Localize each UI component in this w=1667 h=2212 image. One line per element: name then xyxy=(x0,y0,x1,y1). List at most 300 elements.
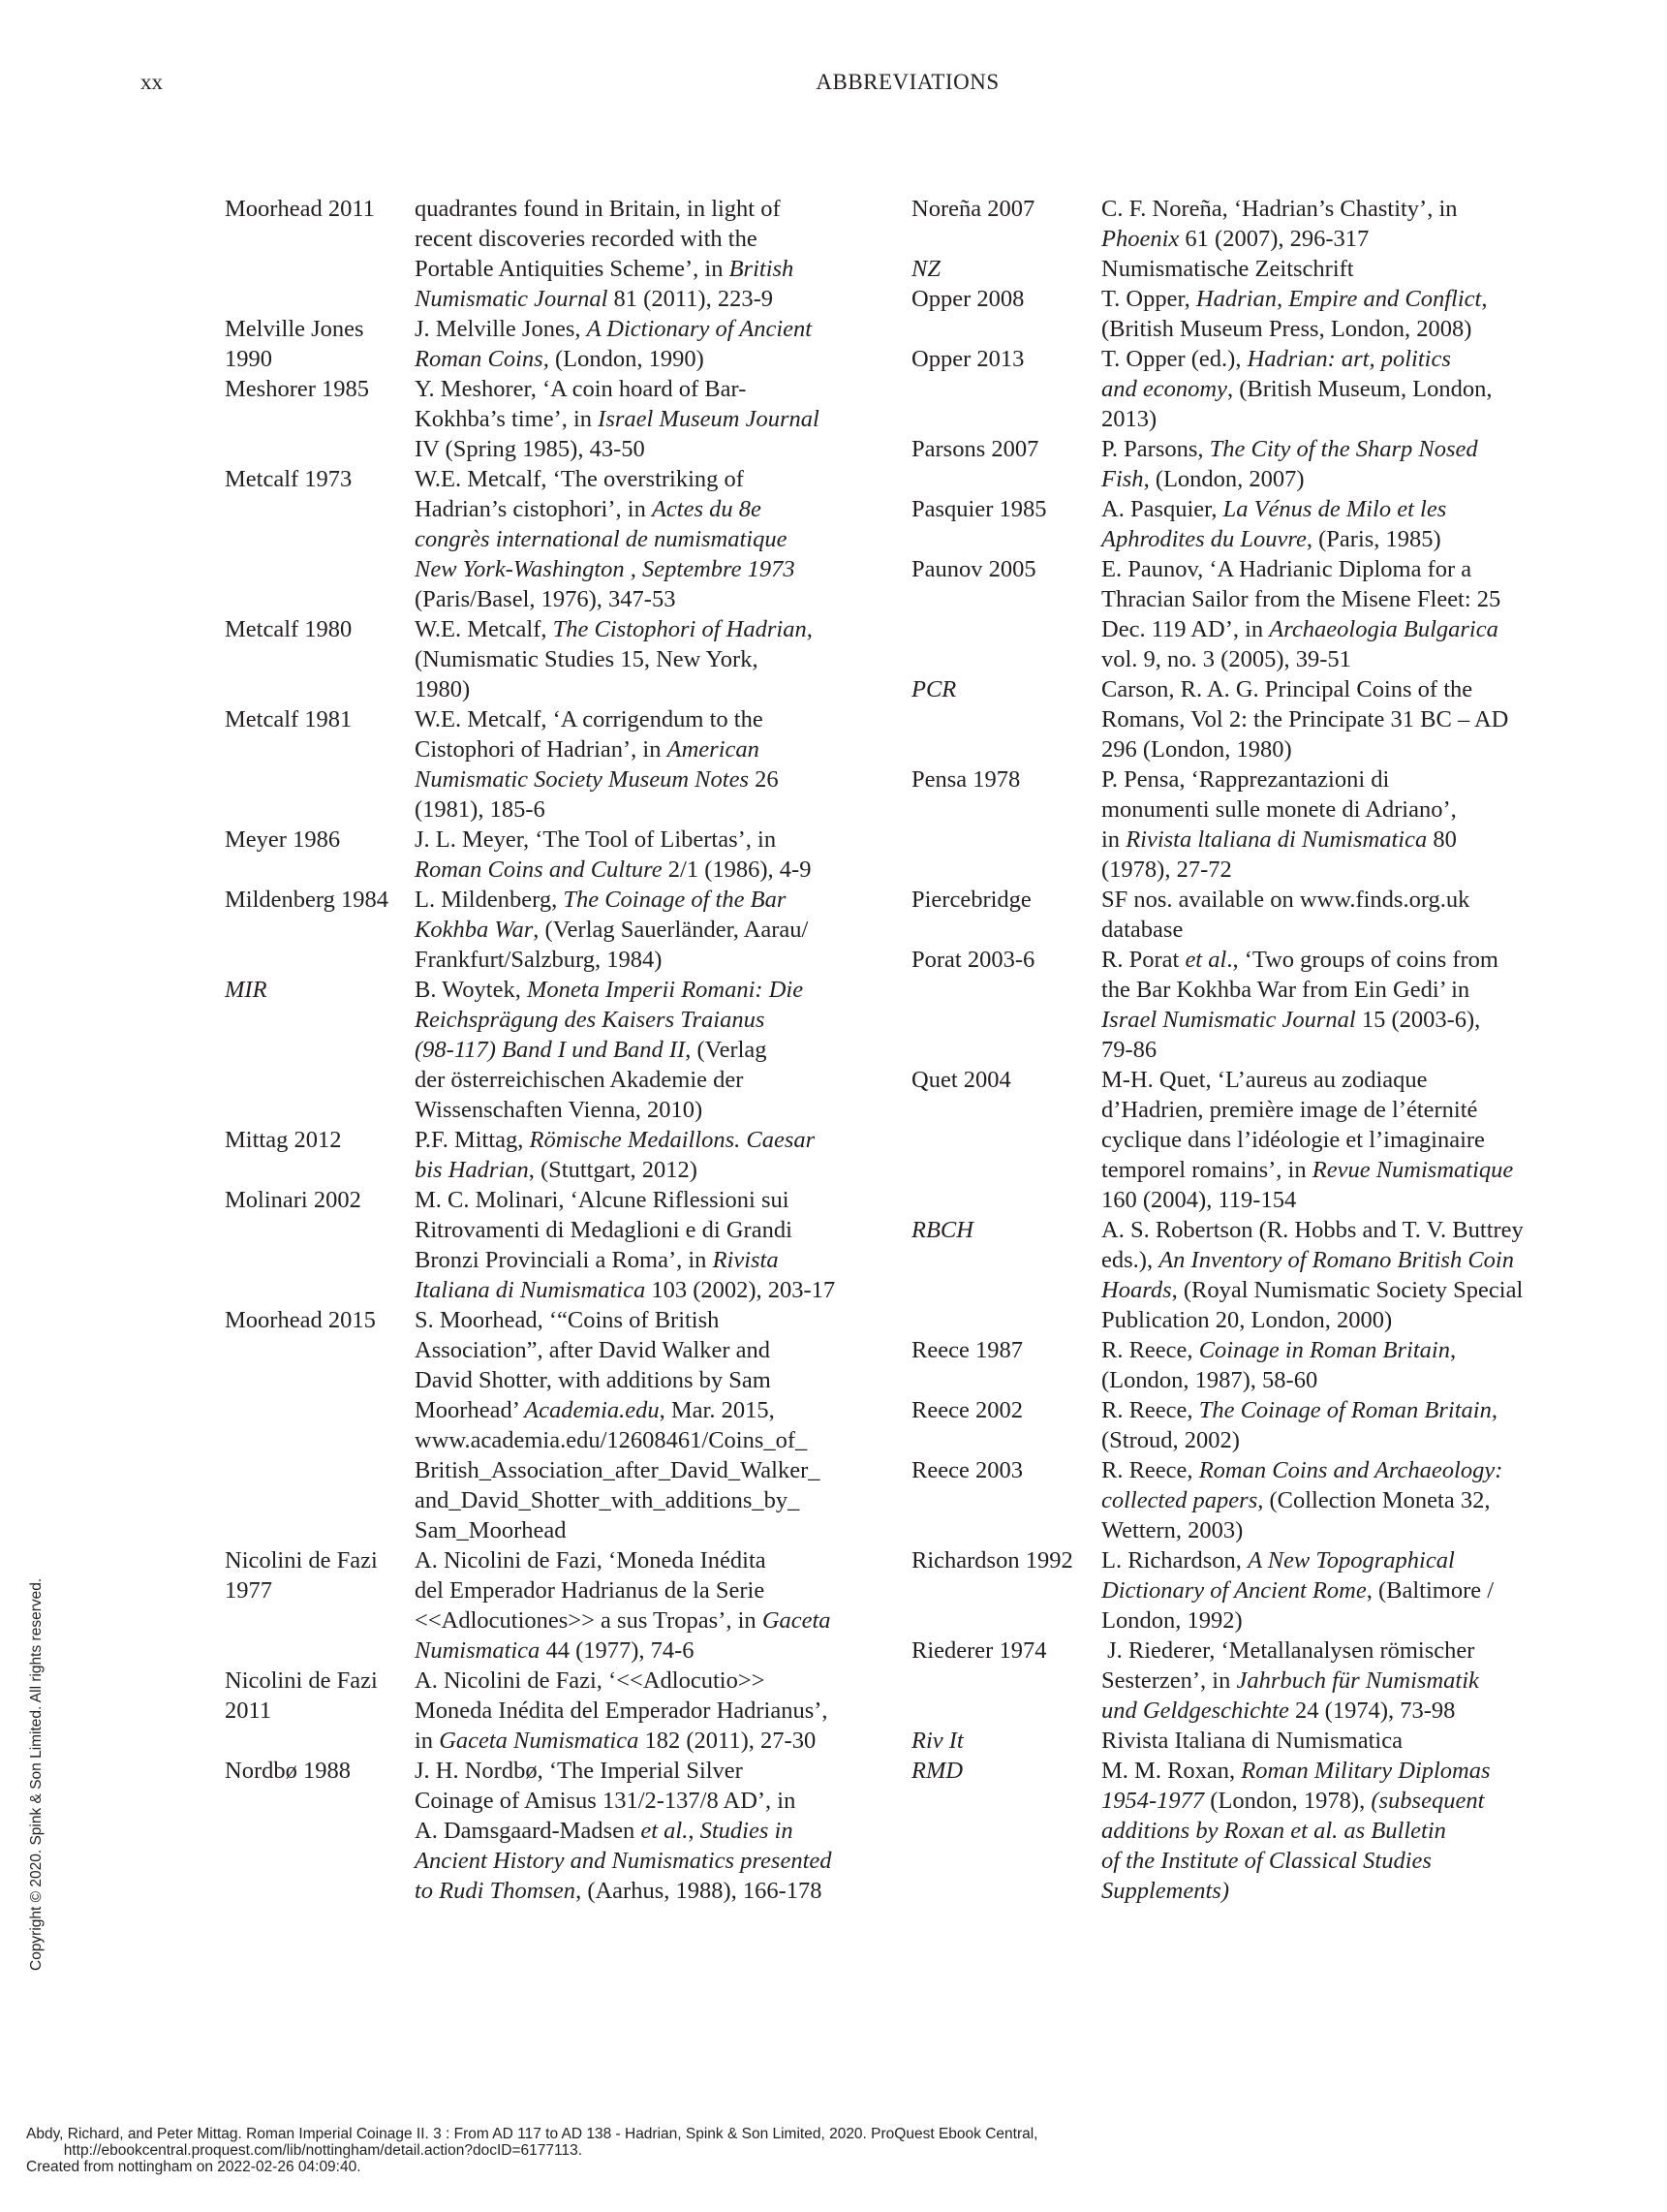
reference-line xyxy=(1101,1095,1551,1125)
italic-text: Fish xyxy=(1101,466,1144,492)
italic-text: bis Hadrian xyxy=(415,1157,529,1183)
reference-line xyxy=(415,344,883,374)
text-run: the Bar Kokhba War from Ein Gedi’ in xyxy=(1101,977,1470,1003)
reference-line xyxy=(415,434,883,464)
abbreviation-entry xyxy=(911,1335,1551,1395)
reference-text xyxy=(1101,1455,1551,1545)
text-run: M-H. Quet, ‘L’aureus au zodiaque xyxy=(1101,1067,1428,1093)
reference-line xyxy=(415,915,883,945)
abbreviation-label-line: Pensa 1978 xyxy=(911,766,1021,793)
abbreviation-label-line: Moorhead 2015 xyxy=(225,1307,376,1333)
abbreviation-entry xyxy=(225,194,883,314)
text-run: 80 xyxy=(1427,826,1457,853)
italic-text: La Vénus de Milo et les xyxy=(1222,496,1447,522)
text-run: W.E. Metcalf, ‘A corrigendum to the xyxy=(415,706,763,732)
reference-text xyxy=(1101,1215,1551,1335)
reference-line xyxy=(415,1125,883,1155)
footer-line: http://ebookcentral.proquest.com/lib/nottingham/detail.action?docID=6177113. xyxy=(26,2142,582,2159)
text-run: 79-86 xyxy=(1101,1037,1158,1063)
abbreviation-entry xyxy=(225,614,883,704)
abbreviation-label xyxy=(225,1756,415,1906)
reference-line xyxy=(415,584,883,614)
text-run: B. Woytek, xyxy=(415,977,527,1003)
text-run: 44 (1977), 74-6 xyxy=(540,1637,695,1664)
abbreviation-entry xyxy=(225,1185,883,1305)
reference-line xyxy=(415,1275,883,1305)
text-run: , (Stuttgart, 2012) xyxy=(528,1157,697,1183)
italic-text: et al. xyxy=(640,1818,689,1844)
text-run: (London, 1990) xyxy=(548,346,704,372)
reference-line xyxy=(415,1876,883,1906)
text-run: R. Reece, xyxy=(1101,1337,1199,1363)
reference-line xyxy=(1101,344,1551,374)
abbreviation-label xyxy=(225,194,415,314)
reference-text xyxy=(1101,1636,1551,1726)
reference-line xyxy=(415,945,883,975)
abbreviation-entry xyxy=(911,344,1551,434)
reference-line xyxy=(415,1575,883,1605)
reference-line xyxy=(415,825,883,855)
italic-text: Ancient History and Numismatics presented xyxy=(415,1848,832,1874)
italic-text: Coinage in Roman Britain xyxy=(1198,1337,1450,1363)
italic-text: Kokhba War xyxy=(415,917,534,943)
italic-text: Numismatic Society Museum Notes xyxy=(415,766,749,793)
reference-text xyxy=(415,1125,883,1185)
italic-text: The City of the Sharp Nosed xyxy=(1209,436,1478,462)
text-run: E. Paunov, ‘A Hadrianic Diploma for a xyxy=(1101,556,1472,582)
abbreviation-label xyxy=(225,464,415,614)
text-run: A. Damsgaard-Madsen xyxy=(415,1818,641,1844)
text-run: 15 (2003-6), xyxy=(1355,1007,1481,1033)
abbreviation-label-line: Reece 1987 xyxy=(911,1337,1023,1363)
reference-line xyxy=(1101,1245,1551,1275)
italic-text: Archaeologia Bulgarica xyxy=(1269,616,1498,642)
abbreviation-label-line: Pasquier 1985 xyxy=(911,496,1047,522)
italic-text: The Coinage of the Bar xyxy=(563,887,787,913)
reference-line xyxy=(415,284,883,314)
text-run: Cistophori of Hadrian’, in xyxy=(415,736,667,763)
text-run: C. F. Noreña, ‘Hadrian’s Chastity’, in xyxy=(1101,196,1458,222)
abbreviation-entry xyxy=(225,975,883,1125)
text-run: A. Nicolini de Fazi, ‘Moneda Inédita xyxy=(415,1547,766,1573)
reference-line xyxy=(415,224,883,254)
text-run: R. Reece, xyxy=(1101,1457,1199,1483)
reference-line xyxy=(1101,284,1551,314)
text-run: Portable Antiquities Scheme’, in xyxy=(415,256,729,282)
text-run: (London, 1978), xyxy=(1204,1788,1372,1814)
reference-line xyxy=(415,1696,883,1726)
text-run: vol. 9, no. 3 (2005), 39-51 xyxy=(1101,646,1351,672)
abbreviations-column-right xyxy=(911,194,1551,1906)
text-run: database xyxy=(1101,917,1184,943)
reference-line xyxy=(1101,1816,1551,1846)
reference-line xyxy=(1101,1275,1551,1305)
abbreviation-label xyxy=(911,764,1101,885)
italic-text: Italiana di Numismatica xyxy=(415,1277,646,1303)
reference-line xyxy=(415,644,883,674)
abbreviation-label xyxy=(225,825,415,885)
reference-line xyxy=(1101,1515,1551,1545)
reference-line xyxy=(415,554,883,584)
abbreviation-label xyxy=(225,1666,415,1756)
reference-text xyxy=(1101,1726,1551,1756)
italic-text: Numismatica xyxy=(415,1637,540,1664)
text-run: (1978), 27-72 xyxy=(1101,857,1232,883)
text-run: Wissenschaften Vienna, 2010) xyxy=(415,1097,703,1123)
reference-line xyxy=(1101,614,1551,644)
abbreviation-label-line: Reece 2002 xyxy=(911,1397,1023,1423)
italic-text: Rivista xyxy=(712,1247,779,1273)
abbreviation-label-line: Reece 2003 xyxy=(911,1457,1023,1483)
abbreviation-label xyxy=(911,344,1101,434)
reference-line xyxy=(1101,524,1551,554)
reference-line xyxy=(415,1095,883,1125)
page-number: xx xyxy=(140,70,163,94)
abbreviation-label-line: Mittag 2012 xyxy=(225,1127,342,1153)
text-run: David Shotter, with additions by Sam xyxy=(415,1367,771,1393)
abbreviation-label-line: Moorhead 2011 xyxy=(225,196,375,222)
reference-line xyxy=(415,1335,883,1365)
text-run: Moorhead’ xyxy=(415,1397,525,1423)
reference-line xyxy=(1101,1395,1551,1425)
text-run: monumenti sulle monete di Adriano’, xyxy=(1101,796,1457,823)
text-run: , (British Museum, London, xyxy=(1226,376,1493,402)
reference-line xyxy=(1101,554,1551,584)
reference-line xyxy=(1101,855,1551,885)
text-run: A. Nicolini de Fazi, ‘<<Adlocutio>> xyxy=(415,1667,765,1694)
reference-line xyxy=(1101,464,1551,494)
reference-line xyxy=(1101,224,1551,254)
text-run: (Stroud, 2002) xyxy=(1101,1427,1240,1453)
text-run: quadrantes found in Britain, in light of xyxy=(415,196,781,222)
abbreviation-entry xyxy=(911,764,1551,885)
reference-line xyxy=(415,374,883,404)
reference-line xyxy=(1101,794,1551,825)
abbreviation-entry xyxy=(911,674,1551,764)
abbreviation-label xyxy=(225,885,415,975)
abbreviation-label-line: Meyer 1986 xyxy=(225,826,341,853)
reference-text xyxy=(1101,284,1551,344)
text-run: , (Aarhus, 1988), 166-178 xyxy=(575,1878,822,1904)
reference-line xyxy=(1101,254,1551,284)
reference-text xyxy=(1101,434,1551,494)
reference-line xyxy=(415,1065,883,1095)
reference-line xyxy=(415,975,883,1005)
abbreviation-entry xyxy=(911,494,1551,554)
abbreviation-label-line: MIR xyxy=(225,977,267,1003)
reference-line xyxy=(415,855,883,885)
text-run: recent discoveries recorded with the xyxy=(415,226,757,252)
reference-line xyxy=(415,1666,883,1696)
italic-text: collected papers xyxy=(1101,1487,1258,1513)
reference-line xyxy=(1101,1035,1551,1065)
reference-line xyxy=(415,1515,883,1545)
italic-text: und Geldgeschichte xyxy=(1101,1698,1289,1724)
italic-text: A New Topographical xyxy=(1248,1547,1455,1573)
text-run: , (Verlag Sauerländer, Aarau/ xyxy=(533,917,809,943)
italic-text: Roman Military Diplomas xyxy=(1241,1758,1491,1784)
abbreviation-label-line: Melville Jones xyxy=(225,316,364,342)
italic-text: Hadrian: art, politics xyxy=(1247,346,1451,372)
abbreviation-entry xyxy=(225,1305,883,1545)
abbreviation-label-line: Meshorer 1985 xyxy=(225,376,370,402)
abbreviation-label-line: Piercebridge xyxy=(911,887,1032,913)
reference-text xyxy=(1101,945,1551,1065)
text-run: , xyxy=(688,1818,700,1844)
reference-line xyxy=(415,1545,883,1575)
footer-line: Created from nottingham on 2022-02-26 04:09:40. xyxy=(26,2159,361,2175)
text-run: Coinage of Amisus 131/2-137/8 AD’, in xyxy=(415,1788,796,1814)
reference-line xyxy=(1101,1545,1551,1575)
text-run: P. Pensa, ‘Rapprezantazioni di xyxy=(1101,766,1390,793)
text-run: M. M. Roxan, xyxy=(1101,1758,1242,1784)
abbreviation-label-line: 2011 xyxy=(225,1698,272,1724)
reference-line xyxy=(1101,1365,1551,1395)
abbreviation-label xyxy=(911,1726,1101,1756)
reference-line xyxy=(1101,1065,1551,1095)
text-run: Kokhba’s time’, in xyxy=(415,406,599,432)
reference-line xyxy=(415,1726,883,1756)
reference-line xyxy=(415,314,883,344)
text-run: L. Mildenberg, xyxy=(415,887,564,913)
text-run: S. Moorhead, ‘“Coins of British xyxy=(415,1307,720,1333)
text-run: Sam_Moorhead xyxy=(415,1517,567,1543)
text-run: Numismatische Zeitschrift xyxy=(1101,256,1354,282)
abbreviation-label xyxy=(225,614,415,704)
text-run: British_Association_after_David_Walker_ xyxy=(415,1457,820,1483)
italic-text: Roman Coins, xyxy=(415,346,549,372)
abbreviation-label-line: Parsons 2007 xyxy=(911,436,1039,462)
reference-text xyxy=(415,194,883,314)
reference-line xyxy=(1101,1666,1551,1696)
reference-line xyxy=(415,1425,883,1455)
text-run: <<Adlocutiones>> a sus Tropas’, in xyxy=(415,1607,762,1634)
italic-text: New York-Washington , Septembre 1973 xyxy=(415,556,795,582)
reference-text xyxy=(1101,344,1551,434)
abbreviation-label xyxy=(911,885,1101,945)
abbreviation-entry xyxy=(911,434,1551,494)
copyright-notice: Copyright © 2020. Spink & Son Limited. All rights reserved. xyxy=(28,1577,45,1971)
italic-text: Academia.edu xyxy=(524,1397,660,1423)
text-run: , xyxy=(1481,286,1488,312)
reference-line xyxy=(1101,885,1551,915)
reference-line xyxy=(415,404,883,434)
italic-text: Aphrodites du Louvre xyxy=(1101,526,1307,552)
text-run: cyclique dans l’idéologie et l’imaginaire xyxy=(1101,1127,1485,1153)
abbreviations-column-left xyxy=(225,194,883,1906)
reference-line xyxy=(1101,494,1551,524)
reference-line xyxy=(415,1185,883,1215)
text-run: J. L. Meyer, ‘The Tool of Libertas’, in xyxy=(415,826,777,853)
abbreviation-entry xyxy=(911,1726,1551,1756)
abbreviation-label xyxy=(911,674,1101,764)
reference-line xyxy=(415,1605,883,1636)
reference-text xyxy=(1101,674,1551,764)
text-run: 24 (1974), 73-98 xyxy=(1288,1698,1456,1724)
text-run: in xyxy=(415,1728,440,1754)
reference-line xyxy=(415,674,883,704)
italic-text: (98-117) Band I und Band II xyxy=(415,1037,686,1063)
reference-line xyxy=(415,1035,883,1065)
italic-text: British xyxy=(728,256,794,282)
text-run: Romans, Vol 2: the Principate 31 BC – AD xyxy=(1101,706,1509,732)
reference-text xyxy=(415,464,883,614)
reference-line xyxy=(415,1155,883,1185)
abbreviation-label xyxy=(911,1636,1101,1726)
italic-text: and economy xyxy=(1101,376,1227,402)
reference-line xyxy=(415,1005,883,1035)
italic-text: Supplements) xyxy=(1101,1878,1229,1904)
text-run: J. Melville Jones, xyxy=(415,316,587,342)
abbreviation-entry xyxy=(225,704,883,825)
abbreviation-label xyxy=(911,1545,1101,1636)
italic-text: 1954-1977 xyxy=(1101,1788,1205,1814)
text-run: A. Pasquier, xyxy=(1101,496,1223,522)
reference-line xyxy=(1101,314,1551,344)
abbreviation-entry xyxy=(225,1545,883,1666)
italic-text: Numismatic Journal xyxy=(415,286,608,312)
abbreviation-label-line: Quet 2004 xyxy=(911,1067,1011,1093)
reference-text xyxy=(415,1666,883,1756)
text-run: Sesterzen’, in xyxy=(1101,1667,1237,1694)
abbreviation-entry xyxy=(911,254,1551,284)
abbreviation-entry xyxy=(911,1395,1551,1455)
reference-line xyxy=(1101,1155,1551,1185)
text-run: 2/1 (1986), 4-9 xyxy=(662,857,812,883)
italic-text: Römische Medaillons. Caesar xyxy=(529,1127,816,1153)
reference-text xyxy=(1101,194,1551,254)
italic-text: Roman Coins and Archaeology: xyxy=(1198,1457,1503,1483)
italic-text: Jahrbuch für Numismatik xyxy=(1236,1667,1479,1694)
text-run: , xyxy=(1449,1337,1457,1363)
italic-text: congrès international de numismatique xyxy=(415,526,787,552)
text-run: eds.), xyxy=(1101,1247,1159,1273)
text-run: temporel romains’, in xyxy=(1101,1157,1312,1183)
text-run: (British Museum Press, London, 2008) xyxy=(1101,316,1472,342)
italic-text: Roman Coins and Culture xyxy=(415,857,663,883)
reference-line xyxy=(1101,1756,1551,1786)
abbreviation-label xyxy=(911,284,1101,344)
abbreviation-label-line: Metcalf 1980 xyxy=(225,616,353,642)
text-run: R. Reece, xyxy=(1101,1397,1199,1423)
text-run: , xyxy=(1491,1397,1497,1423)
italic-text: American xyxy=(666,736,759,763)
reference-line xyxy=(1101,1696,1551,1726)
reference-text xyxy=(1101,1335,1551,1395)
italic-text: Israel Museum Journal xyxy=(598,406,819,432)
reference-text xyxy=(415,825,883,885)
reference-line xyxy=(1101,704,1551,734)
abbreviation-label xyxy=(911,945,1101,1065)
reference-text xyxy=(415,1305,883,1545)
footer-line: Abdy, Richard, and Peter Mittag. Roman Imperial Coinage II. 3 : From AD 117 to AD 138 - Hadrian, Spink & Son Limited, 2020. ProQuest Ebook Central, xyxy=(26,2126,1038,2142)
abbreviation-label xyxy=(911,554,1101,674)
reference-line xyxy=(1101,1215,1551,1245)
text-run: Frankfurt/Salzburg, 1984) xyxy=(415,947,663,973)
reference-line xyxy=(1101,1185,1551,1215)
text-run: London, 1992) xyxy=(1101,1607,1243,1634)
reference-line xyxy=(415,1215,883,1245)
abbreviation-label-line: Riv It xyxy=(911,1728,964,1754)
reference-line xyxy=(415,1365,883,1395)
abbreviation-label xyxy=(911,1395,1101,1455)
italic-text: Rivista ltaliana di Numismatica xyxy=(1126,826,1428,853)
reference-line xyxy=(415,1636,883,1666)
abbreviation-entry xyxy=(225,1756,883,1906)
reference-text xyxy=(1101,764,1551,885)
text-run: Thracian Sailor from the Misene Fleet: 25 xyxy=(1101,586,1501,612)
text-run: IV (Spring 1985), 43-50 xyxy=(415,436,645,462)
abbreviation-label xyxy=(911,494,1101,554)
reference-line xyxy=(1101,764,1551,794)
abbreviation-label-line: Opper 2008 xyxy=(911,286,1025,312)
abbreviation-entry xyxy=(225,374,883,464)
reference-line xyxy=(415,1756,883,1786)
text-run: d’Hadrien, première image de l’éternité xyxy=(1101,1097,1478,1123)
text-run: der österreichischen Akademie der xyxy=(415,1067,744,1093)
text-run: Hadrian’s cistophori’, in xyxy=(415,496,652,522)
reference-line xyxy=(1101,1335,1551,1365)
reference-line xyxy=(1101,644,1551,674)
abbreviation-label-line: 1990 xyxy=(225,346,272,372)
abbreviation-label-line: Richardson 1992 xyxy=(911,1547,1073,1573)
text-run: , (Baltimore / xyxy=(1366,1577,1495,1604)
italic-text: additions by Roxan et al. as Bulletin xyxy=(1101,1818,1446,1844)
text-run: , (Collection Moneta 32, xyxy=(1257,1487,1491,1513)
italic-text: Israel Numismatic Journal xyxy=(1101,1007,1356,1033)
reference-line xyxy=(1101,825,1551,855)
abbreviation-entry xyxy=(225,1666,883,1756)
reference-line xyxy=(415,764,883,794)
text-run: 81 (2011), 223-9 xyxy=(607,286,773,312)
text-run: T. Opper, xyxy=(1101,286,1196,312)
reference-line xyxy=(415,704,883,734)
reference-line xyxy=(1101,1876,1551,1906)
text-run: W.E. Metcalf, ‘The overstriking of xyxy=(415,466,744,492)
abbreviation-entry xyxy=(225,885,883,975)
italic-text: Studies in xyxy=(699,1818,793,1844)
text-run: J. H. Nordbø, ‘The Imperial Silver xyxy=(415,1758,743,1784)
reference-text xyxy=(1101,494,1551,554)
italic-text: of the Institute of Classical Studies xyxy=(1101,1848,1432,1874)
abbreviation-entry xyxy=(225,825,883,885)
abbreviation-label-line: Molinari 2002 xyxy=(225,1187,361,1213)
text-run: (Numismatic Studies 15, New York, xyxy=(415,646,758,672)
text-run: and_David_Shotter_with_additions_by_ xyxy=(415,1487,800,1513)
text-run: ., ‘Two groups of coins from xyxy=(1226,947,1498,973)
text-run: 103 (2002), 203-17 xyxy=(645,1277,836,1303)
abbreviation-entry xyxy=(911,1455,1551,1545)
abbreviation-label xyxy=(225,1305,415,1545)
italic-text: Gaceta Numismatica xyxy=(439,1728,639,1754)
abbreviation-label xyxy=(911,434,1101,494)
abbreviation-label xyxy=(911,1065,1101,1215)
text-run: W.E. Metcalf, xyxy=(415,616,553,642)
text-run: Moneda Inédita del Emperador Hadrianus’, xyxy=(415,1698,828,1724)
abbreviation-label xyxy=(911,1756,1101,1906)
italic-text: Dictionary of Ancient Rome xyxy=(1101,1577,1367,1604)
reference-line xyxy=(415,1245,883,1275)
text-run: 296 (London, 1980) xyxy=(1101,736,1292,763)
reference-line xyxy=(1101,434,1551,464)
italic-text: et al xyxy=(1185,947,1227,973)
reference-line xyxy=(415,1816,883,1846)
text-run: L. Richardson, xyxy=(1101,1547,1249,1573)
abbreviation-entry xyxy=(225,464,883,614)
italic-text: An Inventory of Romano British Coin xyxy=(1158,1247,1514,1273)
text-run: J. Riederer, ‘Metallanalysen römischer xyxy=(1101,1637,1475,1664)
abbreviation-label-line: Nordbø 1988 xyxy=(225,1758,351,1784)
